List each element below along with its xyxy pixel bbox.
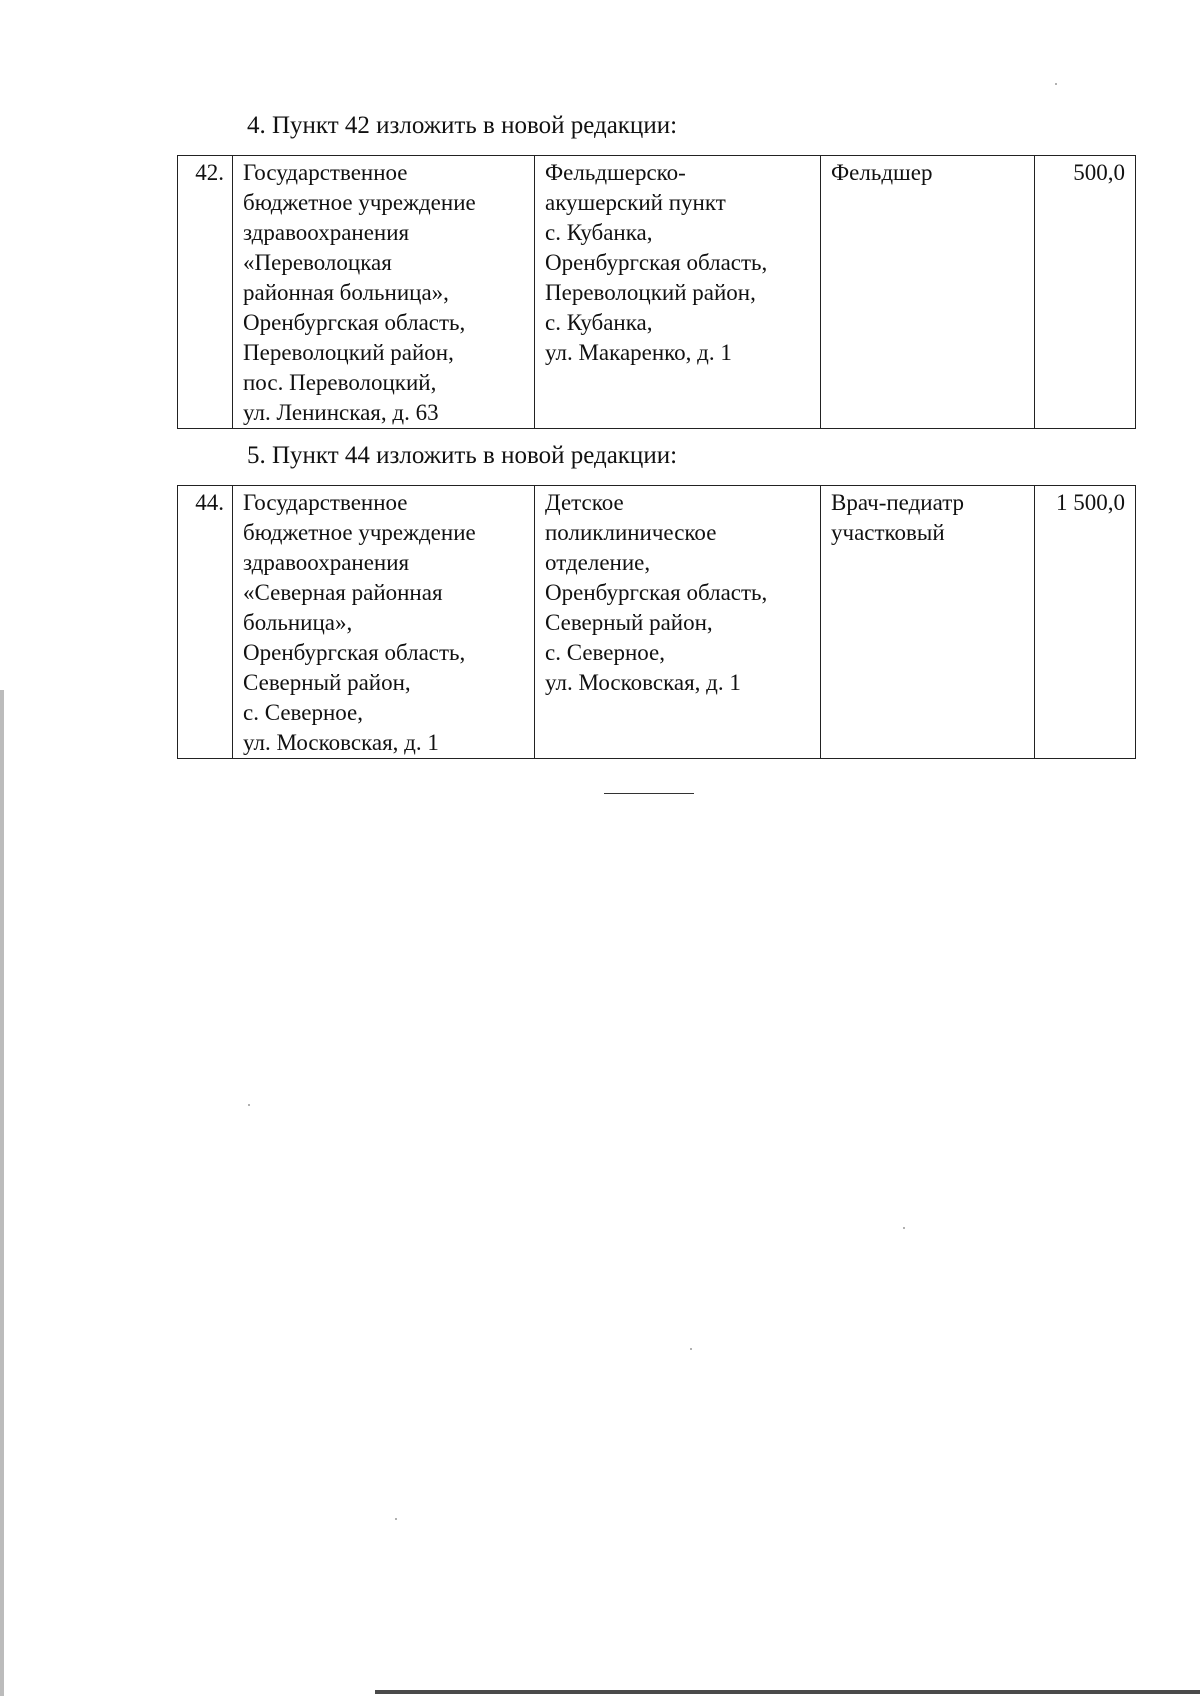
unit-address-cell: Фельдшерско- акушерский пункт с. Кубанка, Оренбургская область, Переволоцкий район, с. Кубанка, ул. Макаренко, д. 1 — [535, 156, 821, 429]
position-cell: Врач-педиатр участковый — [821, 486, 1035, 759]
amendment-table — [177, 155, 1136, 429]
scan-speck — [690, 1348, 692, 1350]
scan-edge-shadow — [0, 690, 4, 1696]
institution-cell: Государственное бюджетное учреждение здравоохранения «Переволоцкая районная больница», Оренбургская область, Переволоцкий район, пос. Переволоцкий, ул. Ленинская, д. 63 — [233, 156, 535, 429]
position-cell: Фельдшер — [821, 156, 1035, 429]
scan-edge-shadow — [375, 1690, 1200, 1694]
scan-speck — [395, 1518, 397, 1520]
item-number-cell: 44. — [178, 486, 233, 759]
section-heading: 4. Пункт 42 изложить в новой редакции: — [247, 112, 678, 139]
amount-cell: 1 500,0 — [1035, 486, 1136, 759]
section-heading: 5. Пункт 44 изложить в новой редакции: — [247, 442, 678, 469]
table-row — [178, 486, 1136, 759]
institution-cell: Государственное бюджетное учреждение здравоохранения «Северная районная больница», Оренбургская область, Северный район, с. Северное, ул. Московская, д. 1 — [233, 486, 535, 759]
amount-cell: 500,0 — [1035, 156, 1136, 429]
scan-speck — [1055, 83, 1057, 85]
unit-address-cell: Детское поликлиническое отделение, Оренбургская область, Северный район, с. Северное, ул. Московская, д. 1 — [535, 486, 821, 759]
scan-speck — [903, 1227, 905, 1229]
scan-speck — [248, 1104, 250, 1106]
item-number-cell: 42. — [178, 156, 233, 429]
end-of-document-rule — [604, 793, 694, 794]
amendment-table — [177, 485, 1136, 759]
table-row — [178, 156, 1136, 429]
